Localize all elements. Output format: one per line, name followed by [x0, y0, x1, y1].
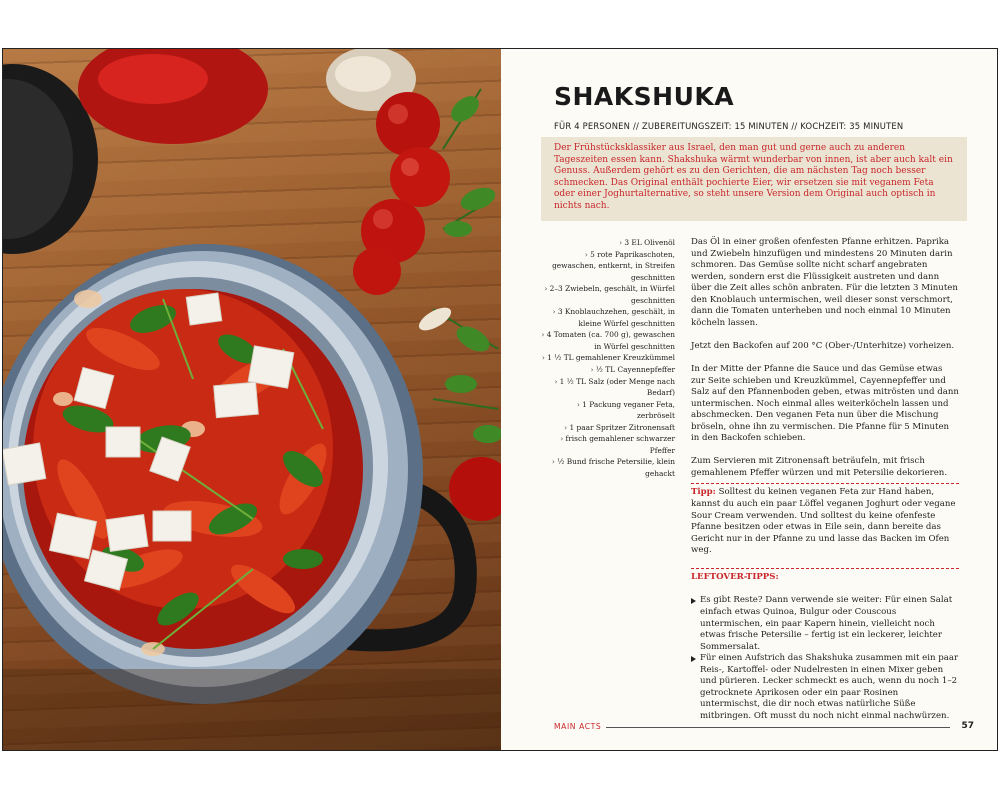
ingredient-item: › 1 ½ TL Salz (oder Menge nach Bedarf) [541, 376, 675, 399]
shakshuka-pan-photo [3, 49, 501, 750]
ingredient-list [541, 237, 675, 479]
leftover-item [691, 595, 959, 653]
leftover-item [691, 653, 959, 722]
ingredient-item: › 2–3 Zwiebeln, geschält, in Würfel geschnitten [541, 283, 675, 306]
method-column [691, 237, 959, 722]
ingredient-item: › 4 Tomaten (ca. 700 g), gewaschen in Würfel geschnitten [541, 329, 675, 352]
ingredient-item: › 1 paar Spritzer Zitronensaft [541, 422, 675, 434]
tip-label: Tipp: [691, 487, 716, 498]
ingredient-item: › ½ TL Cayennepfeffer [541, 364, 675, 376]
method-step: In der Mitte der Pfanne die Sauce und das Gemüse etwas zur Seite schieben und Kreuzkümmel, Cayennepfeffer und Salz auf den Pfannenboden geben, etwas mitrösten und dann untermischen. Noch einmal alles weiterköcheln lassen und abschmecken. Den veganen Feta nun über die Mischung bröseln, ohne ihn zu vermischen. Die Pfanne für 5 Minuten in den Backofen schieben. [691, 364, 959, 444]
ingredient-item: › 1 Packung veganer Feta, zerbröselt [541, 399, 675, 422]
recipe-meta: FÜR 4 PERSONEN // ZUBEREITUNGSZEIT: 15 MINUTEN // KOCHZEIT: 35 MINUTEN [554, 121, 904, 131]
ingredient-item: › 3 Knoblauchzehen, geschält, in kleine Würfel geschnitten [541, 306, 675, 329]
method-step: Das Öl in einer großen ofenfesten Pfanne erhitzen. Paprika und Zwiebeln hinzufügen und mindestens 20 Minuten darin schmoren. Das Gemüse sollte nicht scharf angebraten werden, sondern erst die Flüssigkeit austreten und dann über die Zeit alles schön anbraten. Für die letzten 3 Minuten den Knoblauch untermischen, weil dieser sonst verschmort, dann die Tomaten unterheben und noch einmal 10 Minuten köcheln lassen. [691, 237, 958, 328]
bullet-triangle-icon [691, 598, 696, 604]
divider [691, 483, 959, 484]
ingredient-item: › frisch gemahlener schwarzer Pfeffer [541, 433, 675, 456]
ingredient-item: › ½ Bund frische Petersilie, klein gehackt [541, 456, 675, 479]
leftover-text: Für einen Aufstrich das Shakshuka zusammen mit ein paar Reis-, Kartoffel- oder Nudelresten in einen Mixer geben und pürieren. Lecker schmeckt es auch, wenn du noch 1–2 getrocknete Aprikosen oder ein paar Rosinen untermischst, die dir noch etwas natürliche Süße mitbringen. Oft musst du noch nicht einmal nachwürzen. [700, 653, 959, 721]
footer-rule [606, 727, 950, 728]
leftover-text: Es gibt Reste? Dann verwende sie weiter: Für einen Salat einfach etwas Quinoa, Bulgur oder Couscous untermischen, ein paar Kapern hinein, vielleicht noch etwas frische Petersilie – fertig ist ein leckerer, leichter Sommersalat. [700, 595, 953, 652]
bullet-triangle-icon [691, 656, 696, 662]
recipe-page [501, 49, 997, 750]
intro-box: Der Frühstücksklassiker aus Israel, den man gut und gerne auch zu anderen Tageszeiten essen kann. Shakshuka wärmt wunderbar von innen, ist aber auch kalt ein Genuss. Außerdem gehört es zu den Gerichten, die am nächsten Tag noch besser schmecken. Das Original enthält pochierte Eier, wir ersetzen sie mit veganem Feta oder einer Joghurtalternative, so steht unsere Version dem Original auch optisch in nichts nach. [541, 137, 967, 221]
page-footer [554, 721, 974, 733]
divider [691, 568, 959, 569]
method-step: Zum Servieren mit Zitronensaft beträufeln, mit frisch gemahlenem Pfeffer würzen und mit Petersilie dekorieren. [691, 456, 948, 478]
ingredient-item: › 5 rote Paprikaschoten, gewaschen, entkernt, in Streifen geschnitten [541, 249, 675, 284]
method-step: Jetzt den Backofen auf 200 °C (Ober-/Unterhitze) vorheizen. [691, 340, 955, 351]
leftover-list [691, 595, 959, 722]
section-label: MAIN ACTS [554, 722, 602, 731]
recipe-title: SHAKSHUKA [554, 82, 735, 111]
book-spread [2, 48, 998, 751]
page-number: 57 [961, 721, 974, 731]
ingredient-item: › 1 ½ TL gemahlener Kreuzkümmel [541, 352, 675, 364]
leftover-heading: LEFTOVER-TIPPS: [691, 572, 779, 583]
tip-text: Sollte​st du keinen veganen Feta zur Hand haben, kannst du auch ein paar Löffel veganen Joghurt oder vegane Sour Cream verwenden. Und solltest du keine ofenfeste Pfanne besitzen oder etwas in Eile sein, dann bereite das Gericht nur in der Pfanne zu und lasse das Backen im Ofen weg. [691, 487, 956, 556]
ingredient-item: › 3 EL Olivenöl [541, 237, 675, 249]
tip-paragraph [691, 487, 959, 556]
